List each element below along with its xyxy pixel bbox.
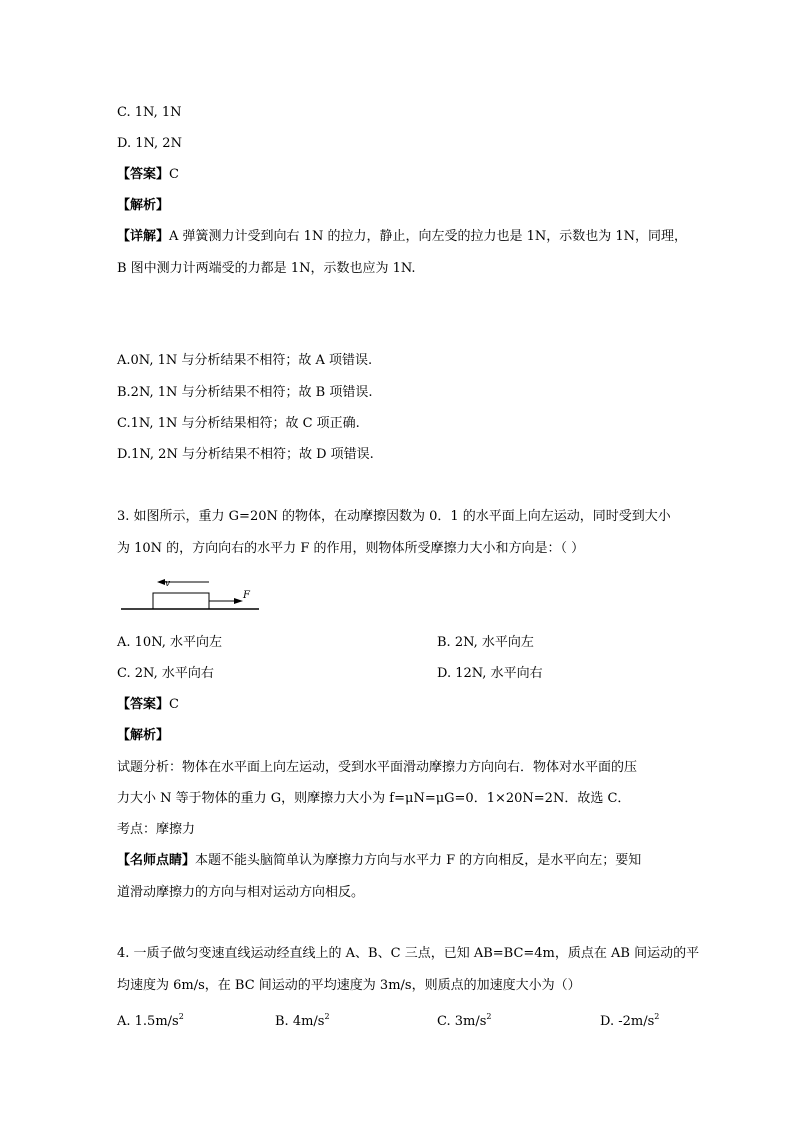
q2-judge-d: D.1N, 2N 与分析结果不相符；故 D 项错误. (117, 447, 374, 462)
q2-option-c: C. 1N, 1N (117, 105, 182, 120)
q3-option-c: C. 2N, 水平向右 (117, 666, 214, 681)
force-arrowhead (234, 598, 243, 604)
unit-superscript: 2 (654, 1012, 660, 1021)
q2-judge-b: B.2N, 1N 与分析结果不相符；故 B 项错误. (117, 385, 373, 400)
q4-option-d (600, 1008, 659, 1031)
q4-option-c (437, 1008, 492, 1031)
answer-label: 【答案】 (117, 697, 170, 712)
q4-option-b-text: B. 4m/s (275, 1014, 325, 1029)
answer-label: 【答案】 (117, 167, 170, 182)
q4-stem-line-1: 4. 一质子做匀变速直线运动经直线上的 A、B、C 三点，已知 AB=BC=4m，质点在 AB 间运动的平 (117, 946, 700, 961)
unit-superscript: 2 (178, 1012, 184, 1021)
q3-stem-line-1: 3. 如图所示，重力 G=20N 的物体，在动摩擦因数为 0．1 的水平面上向左运动，同时受到大小 (117, 509, 671, 524)
q3-analysis-line-1: 试题分析：物体在水平面上向左运动，受到水平面滑动摩擦力方向向右．物体对水平面的压 (117, 760, 638, 775)
q2-detail-line-2: B 图中测力计两端受的力都是 1N，示数也应为 1N. (117, 261, 416, 276)
q2-detail-line-1 (117, 228, 687, 246)
velocity-arrowhead (157, 579, 165, 585)
q2-judge-a: A.0N, 1N 与分析结果不相符；故 A 项错误. (117, 353, 373, 368)
answer-value: C (169, 697, 179, 712)
q3-kaodian: 考点：摩擦力 (117, 822, 196, 837)
answer-value: C (169, 167, 179, 182)
block (153, 593, 209, 609)
q4-option-c-text: C. 3m/s (437, 1014, 487, 1029)
unit-superscript: 2 (324, 1012, 330, 1021)
q3-tip-line-2: 道滑动摩擦力的方向与相对运动方向相反。 (117, 885, 365, 900)
q4-stem-line-2: 均速度为 6m/s，在 BC 间运动的平均速度为 3m/s，则质点的加速度大小为（） (117, 978, 581, 993)
unit-superscript: 2 (486, 1012, 492, 1021)
q3-stem-line-2: 为 10N 的，方向向右的水平力 F 的作用，则物体所受摩擦力大小和方向是：（ ） (117, 541, 585, 556)
q3-answer (117, 696, 179, 714)
friction-block-figure (117, 572, 267, 614)
q2-analysis-label: 【解析】 (117, 198, 170, 213)
q3-option-a: A. 10N, 水平向左 (117, 635, 223, 650)
tip-label: 【名师点睛】 (117, 853, 196, 868)
q2-option-d: D. 1N, 2N (117, 136, 182, 151)
velocity-label: v (165, 579, 171, 589)
q2-judge-c: C.1N, 1N 与分析结果相符；故 C 项正确. (117, 416, 360, 431)
q3-analysis-label: 【解析】 (117, 728, 170, 743)
tip-text-1: 本题不能头脑简单认为摩擦力方向与水平力 F 的方向相反，是水平向左；要知 (195, 853, 642, 868)
q2-answer (117, 166, 179, 184)
q4-option-d-text: D. -2m/s (600, 1014, 655, 1029)
detail-text-1: A 弹簧测力计受到向右 1N 的拉力，静止，向左受的拉力也是 1N，示数也为 1N，同理， (169, 229, 688, 244)
detail-label: 【详解】 (117, 229, 170, 244)
q3-analysis-line-2: 力大小 N 等于物体的重力 G，则摩擦力大小为 f=μN=μG=0．1×20N=2N．故选 C． (117, 791, 631, 806)
force-label: F (243, 590, 250, 601)
q3-option-d: D. 12N, 水平向右 (437, 666, 543, 681)
q3-option-b: B. 2N, 水平向左 (437, 635, 534, 650)
q4-option-a (117, 1008, 184, 1031)
q4-option-b (275, 1008, 330, 1031)
q3-tip-line-1 (117, 852, 641, 870)
q4-option-a-text: A. 1.5m/s (117, 1014, 179, 1029)
